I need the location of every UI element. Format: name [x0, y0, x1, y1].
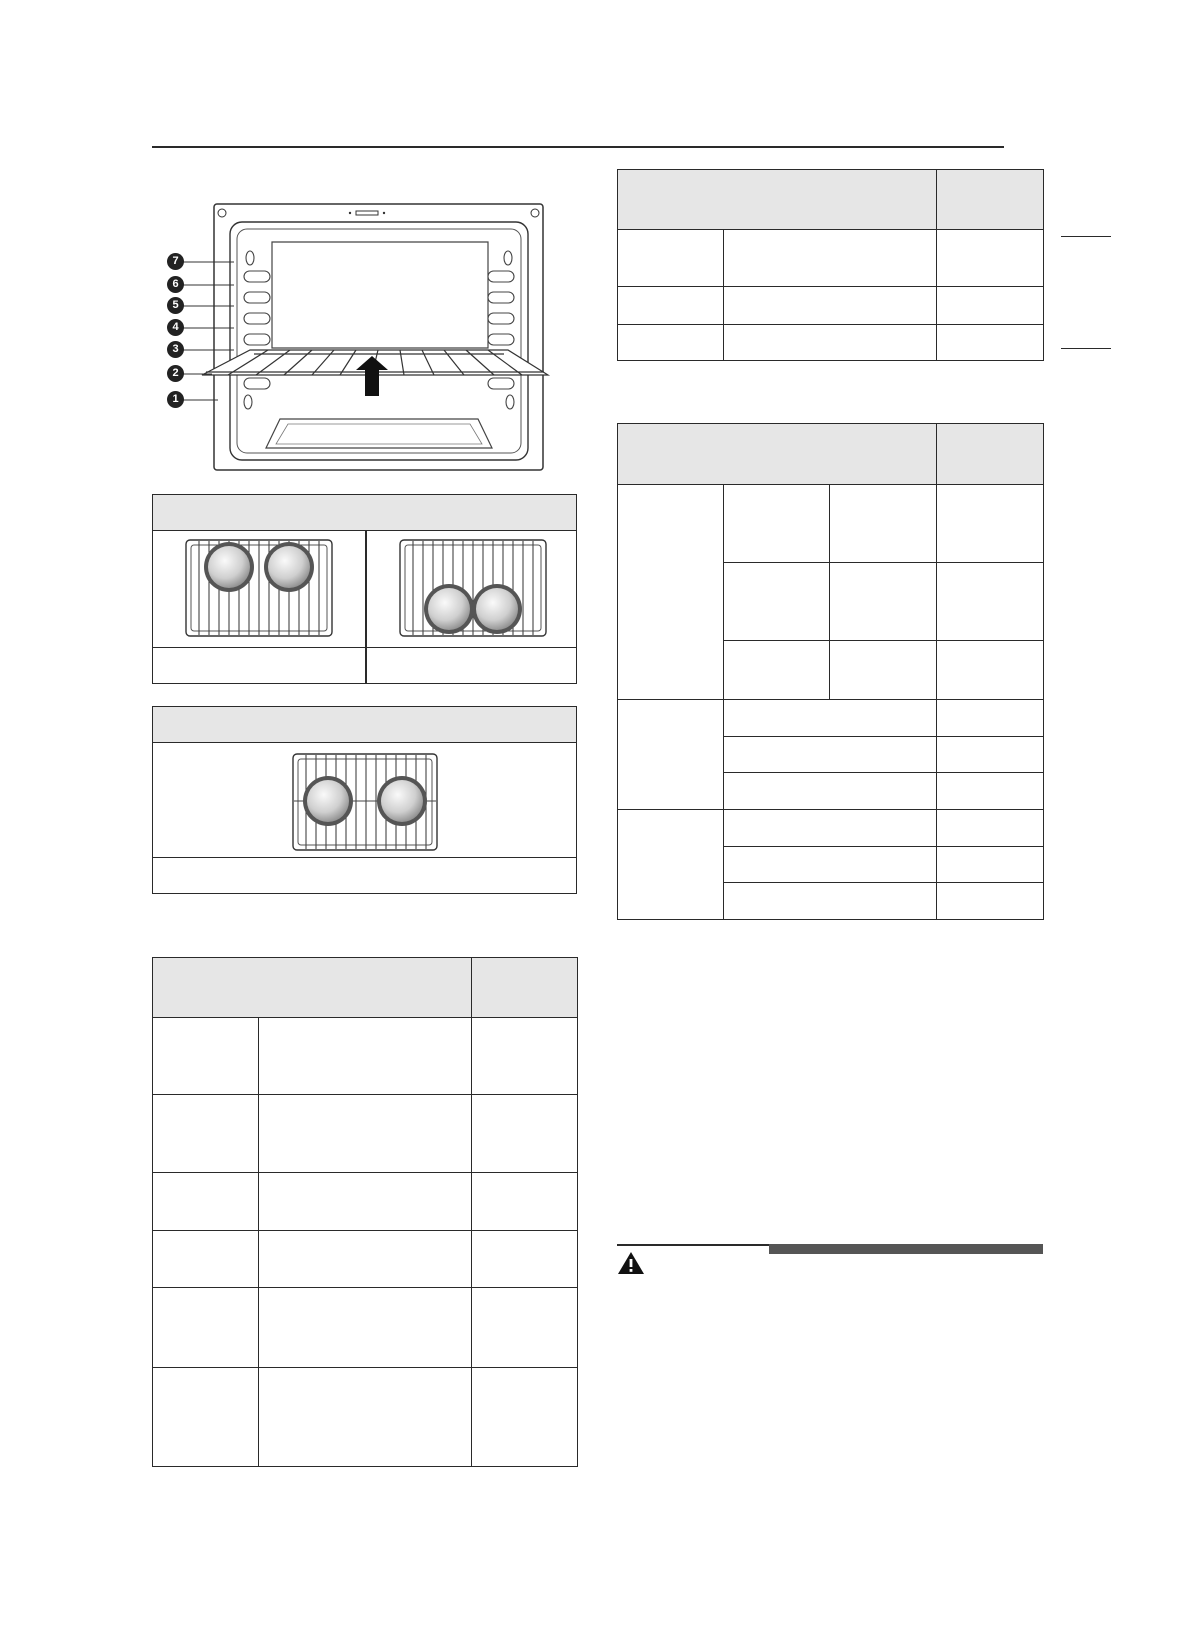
rack-position-2-badge: 2: [167, 365, 184, 382]
pan-placement-header: [153, 707, 576, 743]
rack-with-pans-side-by-side-illustration: [292, 753, 438, 851]
right-broil-table: [617, 423, 1044, 920]
table-row: [618, 230, 1044, 287]
table-row: [618, 810, 1044, 847]
table-row: [153, 1095, 578, 1173]
rack-position-3-badge: 3: [167, 341, 184, 358]
pan-placement-header: [153, 495, 576, 531]
warning-triangle-icon: [617, 1251, 645, 1275]
table-header-row: [618, 424, 1044, 485]
oven-rack-diagram: [150, 196, 560, 476]
table-header-cell: [618, 170, 937, 230]
rack-position-5-badge: 5: [167, 297, 184, 314]
right-top-table: [617, 169, 1044, 361]
page-top-rule: [152, 146, 1004, 148]
margin-tab-line-top: [1061, 236, 1111, 237]
table-row: [618, 485, 1044, 563]
table-row: [618, 325, 1044, 361]
table-header-cell: [618, 424, 937, 485]
table-header-cell: [937, 170, 1044, 230]
table-row: [153, 1288, 578, 1368]
table-header-row: [153, 958, 578, 1018]
table-header-cell: [937, 424, 1044, 485]
table-row: [153, 1368, 578, 1467]
rack-position-7-badge: 7: [167, 253, 184, 270]
rack-with-pans-upper-illustration: [185, 539, 333, 637]
rack-position-1-badge: 1: [167, 391, 184, 408]
pan-placement-single-rack-box: [152, 706, 577, 894]
left-bake-table: [152, 957, 578, 1467]
table-header-cell: [472, 958, 578, 1018]
table-row: [153, 1231, 578, 1288]
table-row: [618, 287, 1044, 325]
rack-position-6-badge: 6: [167, 276, 184, 293]
pan-placement-two-rack-box: [152, 494, 577, 684]
table-header-cell: [153, 958, 472, 1018]
pan-placement-caption-divider: [365, 647, 367, 683]
caution-header-bar: [769, 1244, 1043, 1254]
table-header-row: [618, 170, 1044, 230]
oven-cavity-illustration: [150, 196, 560, 476]
table-row: [618, 700, 1044, 737]
table-row: [153, 1173, 578, 1231]
rack-with-pans-lower-illustration: [399, 539, 547, 637]
table-row: [153, 1018, 578, 1095]
rack-position-4-badge: 4: [167, 319, 184, 336]
pan-placement-caption-row: [153, 857, 576, 893]
margin-tab-line-bottom: [1061, 348, 1111, 349]
